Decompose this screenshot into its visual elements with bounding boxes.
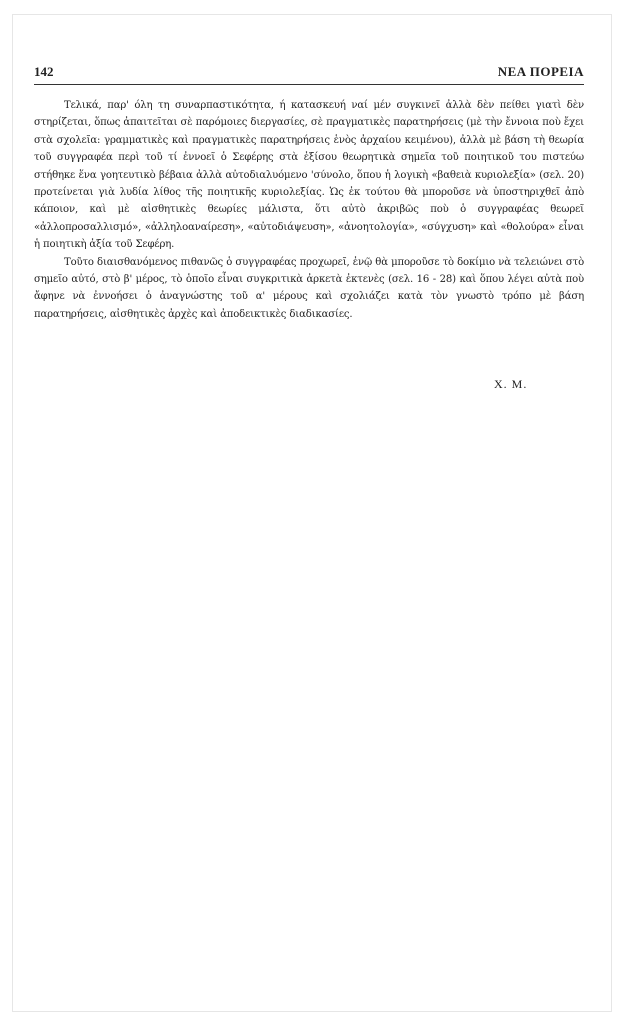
running-head	[34, 64, 584, 84]
journal-title: ΝΕΑ ΠΟΡΕΙΑ	[497, 64, 584, 79]
author-initials: Χ. Μ.	[494, 377, 528, 391]
review-paragraph-1: Τελικά, παρ' όλη τη συναρπαστικότητα, ή κατασκευή ναί μέν συγκινεῖ ἀλλὰ δὲν πείθει γιατὶ δὲν στηρίζεται, ὅπως ἀπαιτεῖται σὲ παρόμοιες διεργασίες, σὲ πραγματικὲς παρατηρήσεις (μὲ τὴν ἔννοια ποὺ ἔχει στὰ σχολεῖα: γραμματικὲς καὶ πραγματικὲς παρατηρήσεις ἑνὸς ἀρχαίου κειμένου), ἀλλὰ μὲ βάση τὴ θεωρία τοῦ συγγραφέα περὶ τοῦ τί ἐννοεῖ ὁ Σεφέρης στὰ ἐξίσου θεωρητικὰ σημεῖα τοῦ ποιητικοῦ του πιστεύω στήθηκε ἕνα γοητευτικὸ βέβαια ἀλλὰ αὐτοδιαλυόμενο 'σύνολο, ὅπου ἡ λογικὴ «βαθειὰ κυριολεξία» (σελ. 20) προτείνεται γιὰ λυδία λίθος τῆς ποιητικῆς κυριολεξίας. Ὡς ἐκ τούτου θὰ μποροῦσε νὰ ὑποστηριχθεῖ ἀπὸ κάποιον, καὶ μὲ αἰσθητικὲς θεωρίες μάλιστα, ὅτι αὐτὸ ἀκριβῶς ποὺ ὁ συγγραφέας θεωρεῖ «ἀλλοπροσαλλισμό», «ἀλληλοαναίρεση», «αὐτοδιάψευση», «ἀνοητολογία», «σύγχυση» καὶ «θολούρα» εἶναι ἡ ποιητικὴ ἀξία τοῦ Σεφέρη.	[34, 100, 584, 251]
page-number: 142	[34, 64, 54, 79]
review-text	[34, 97, 584, 323]
header-rule	[34, 84, 584, 85]
review-paragraph-2: Τοῦτο διαισθανόμενος πιθανῶς ὁ συγγραφέας προχωρεῖ, ἐνῷ θὰ μποροῦσε τὸ δοκίμιο νὰ τελειώνει στὸ σημεῖο αὐτό, στὸ β' μέρος, τὸ ὁποῖο εἶναι συγκριτικὰ ἀρκετὰ ἐκτενὲς (σελ. 16 - 28) καὶ ὅπου λέγει αὐτὰ ποὺ ἄφηνε νὰ ἐννοήσει ὁ ἀναγνώστης τοῦ α' μέρους καὶ σχολιάζει κατὰ τὸν γνωστὸ τρόπο μὲ βάση παρατηρήσεις, αἰσθητικὲς ἀρχὲς καὶ ἀποδεικτικὲς διαδικασίες.	[34, 256, 584, 320]
